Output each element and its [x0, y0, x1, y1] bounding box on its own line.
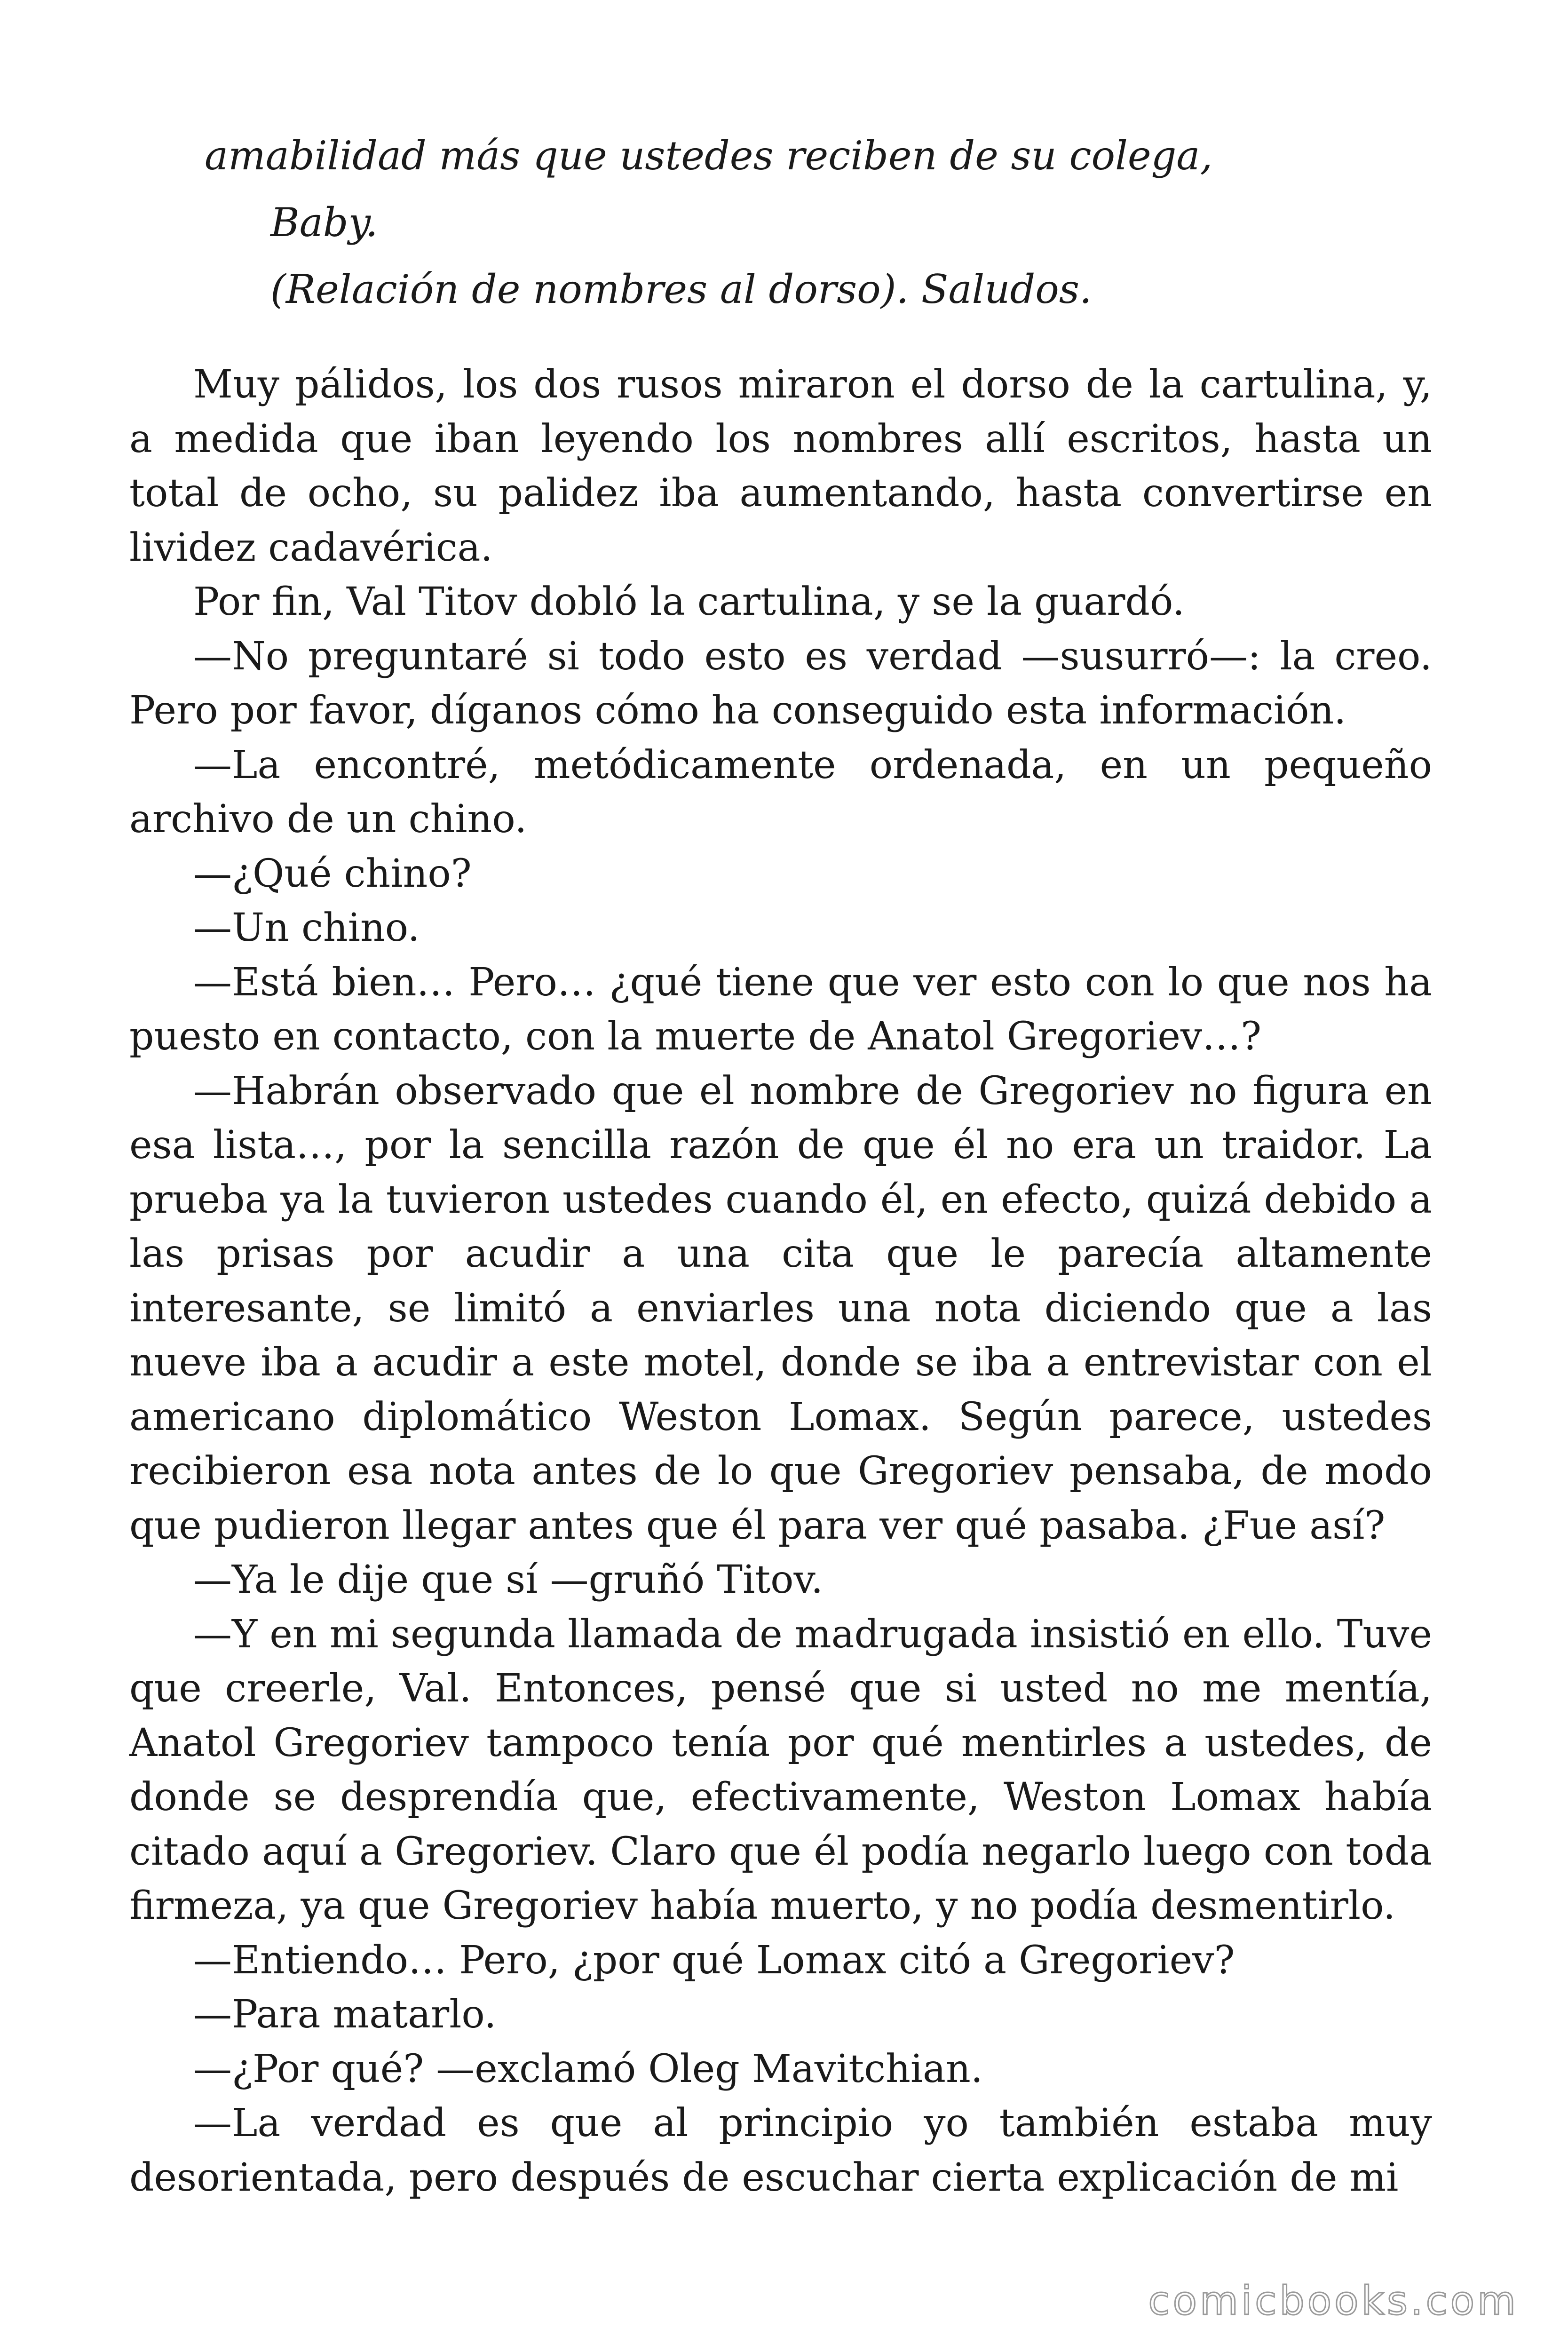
paragraph: Muy pálidos, los dos rusos miraron el dorso de la cartulina, y, a medida que iban leyendo los nombres allí escritos, hasta un total de ocho, su palidez iba aumentando, hasta convertirse en lividez cadavérica.: [129, 362, 1432, 570]
paragraph: —La verdad es que al principio yo también estaba muy desorientada, pero después de escuchar cierta explicación de mi: [129, 2101, 1432, 2200]
paragraph: —Habrán observado que el nombre de Gregoriev no figura en esa lista…, por la sencilla razón de que él no era un traidor. La prueba ya la tuvieron ustedes cuando él, en efecto, quizá debido a las prisas por acudir a una cita que le parecía altamente interesante, se limitó a enviarles una nota diciendo que a las nueve iba a acudir a este motel, donde se iba a entrevistar con el americano diplomático Weston Lomax. Según parece, ustedes recibieron esa nota antes de lo que Gregoriev pensaba, de modo que pudieron llegar antes que él para ver qué pasaba. ¿Fue así?: [129, 1068, 1432, 1548]
paragraph: —No preguntaré si todo esto es verdad —susurró—: la creo. Pero por favor, díganos cómo ha conseguido esta información.: [129, 634, 1432, 733]
paragraph: —Ya le dije que sí —gruñó Titov.: [193, 1557, 824, 1602]
paragraph: —Un chino.: [193, 906, 420, 950]
paragraph: —Está bien… Pero… ¿qué tiene que ver esto con lo que nos ha puesto en contacto, con la muerte de Anatol Gregoriev…?: [129, 960, 1432, 1059]
paragraph: —Entiendo… Pero, ¿por qué Lomax citó a Gregoriev?: [193, 1938, 1235, 1983]
paragraph: —¿Por qué? —exclamó Oleg Mavitchian.: [193, 2046, 983, 2091]
paragraph: —La encontré, metódicamente ordenada, en un pequeño archivo de un chino.: [129, 742, 1432, 842]
letter-signature: Baby.: [270, 199, 378, 246]
paragraph: Por fin, Val Titov dobló la cartulina, y se la guardó.: [193, 580, 1185, 624]
watermark: comicbooks.com: [1148, 2278, 1519, 2324]
letter-line: amabilidad más que ustedes reciben de su colega,: [205, 133, 1213, 179]
letter-postscript: (Relación de nombres al dorso). Saludos.: [270, 266, 1092, 312]
paragraph: —Y en mi segunda llamada de madrugada insistió en ello. Tuve que creerle, Val. Entonces, pensé que si usted no me mentía, Anatol Gregoriev tampoco tenía por qué mentirles a ustedes, de donde se desprendía que, efectivamente, Weston Lomax había citado aquí a Gregoriev. Claro que él podía negarlo luego con toda firmeza, ya que Gregoriev había muerto, y no podía desmentirlo.: [129, 1612, 1432, 1928]
paragraph: —¿Qué chino?: [193, 851, 472, 896]
paragraph: —Para matarlo.: [193, 1992, 497, 2037]
narrative-text: [129, 358, 1432, 2205]
